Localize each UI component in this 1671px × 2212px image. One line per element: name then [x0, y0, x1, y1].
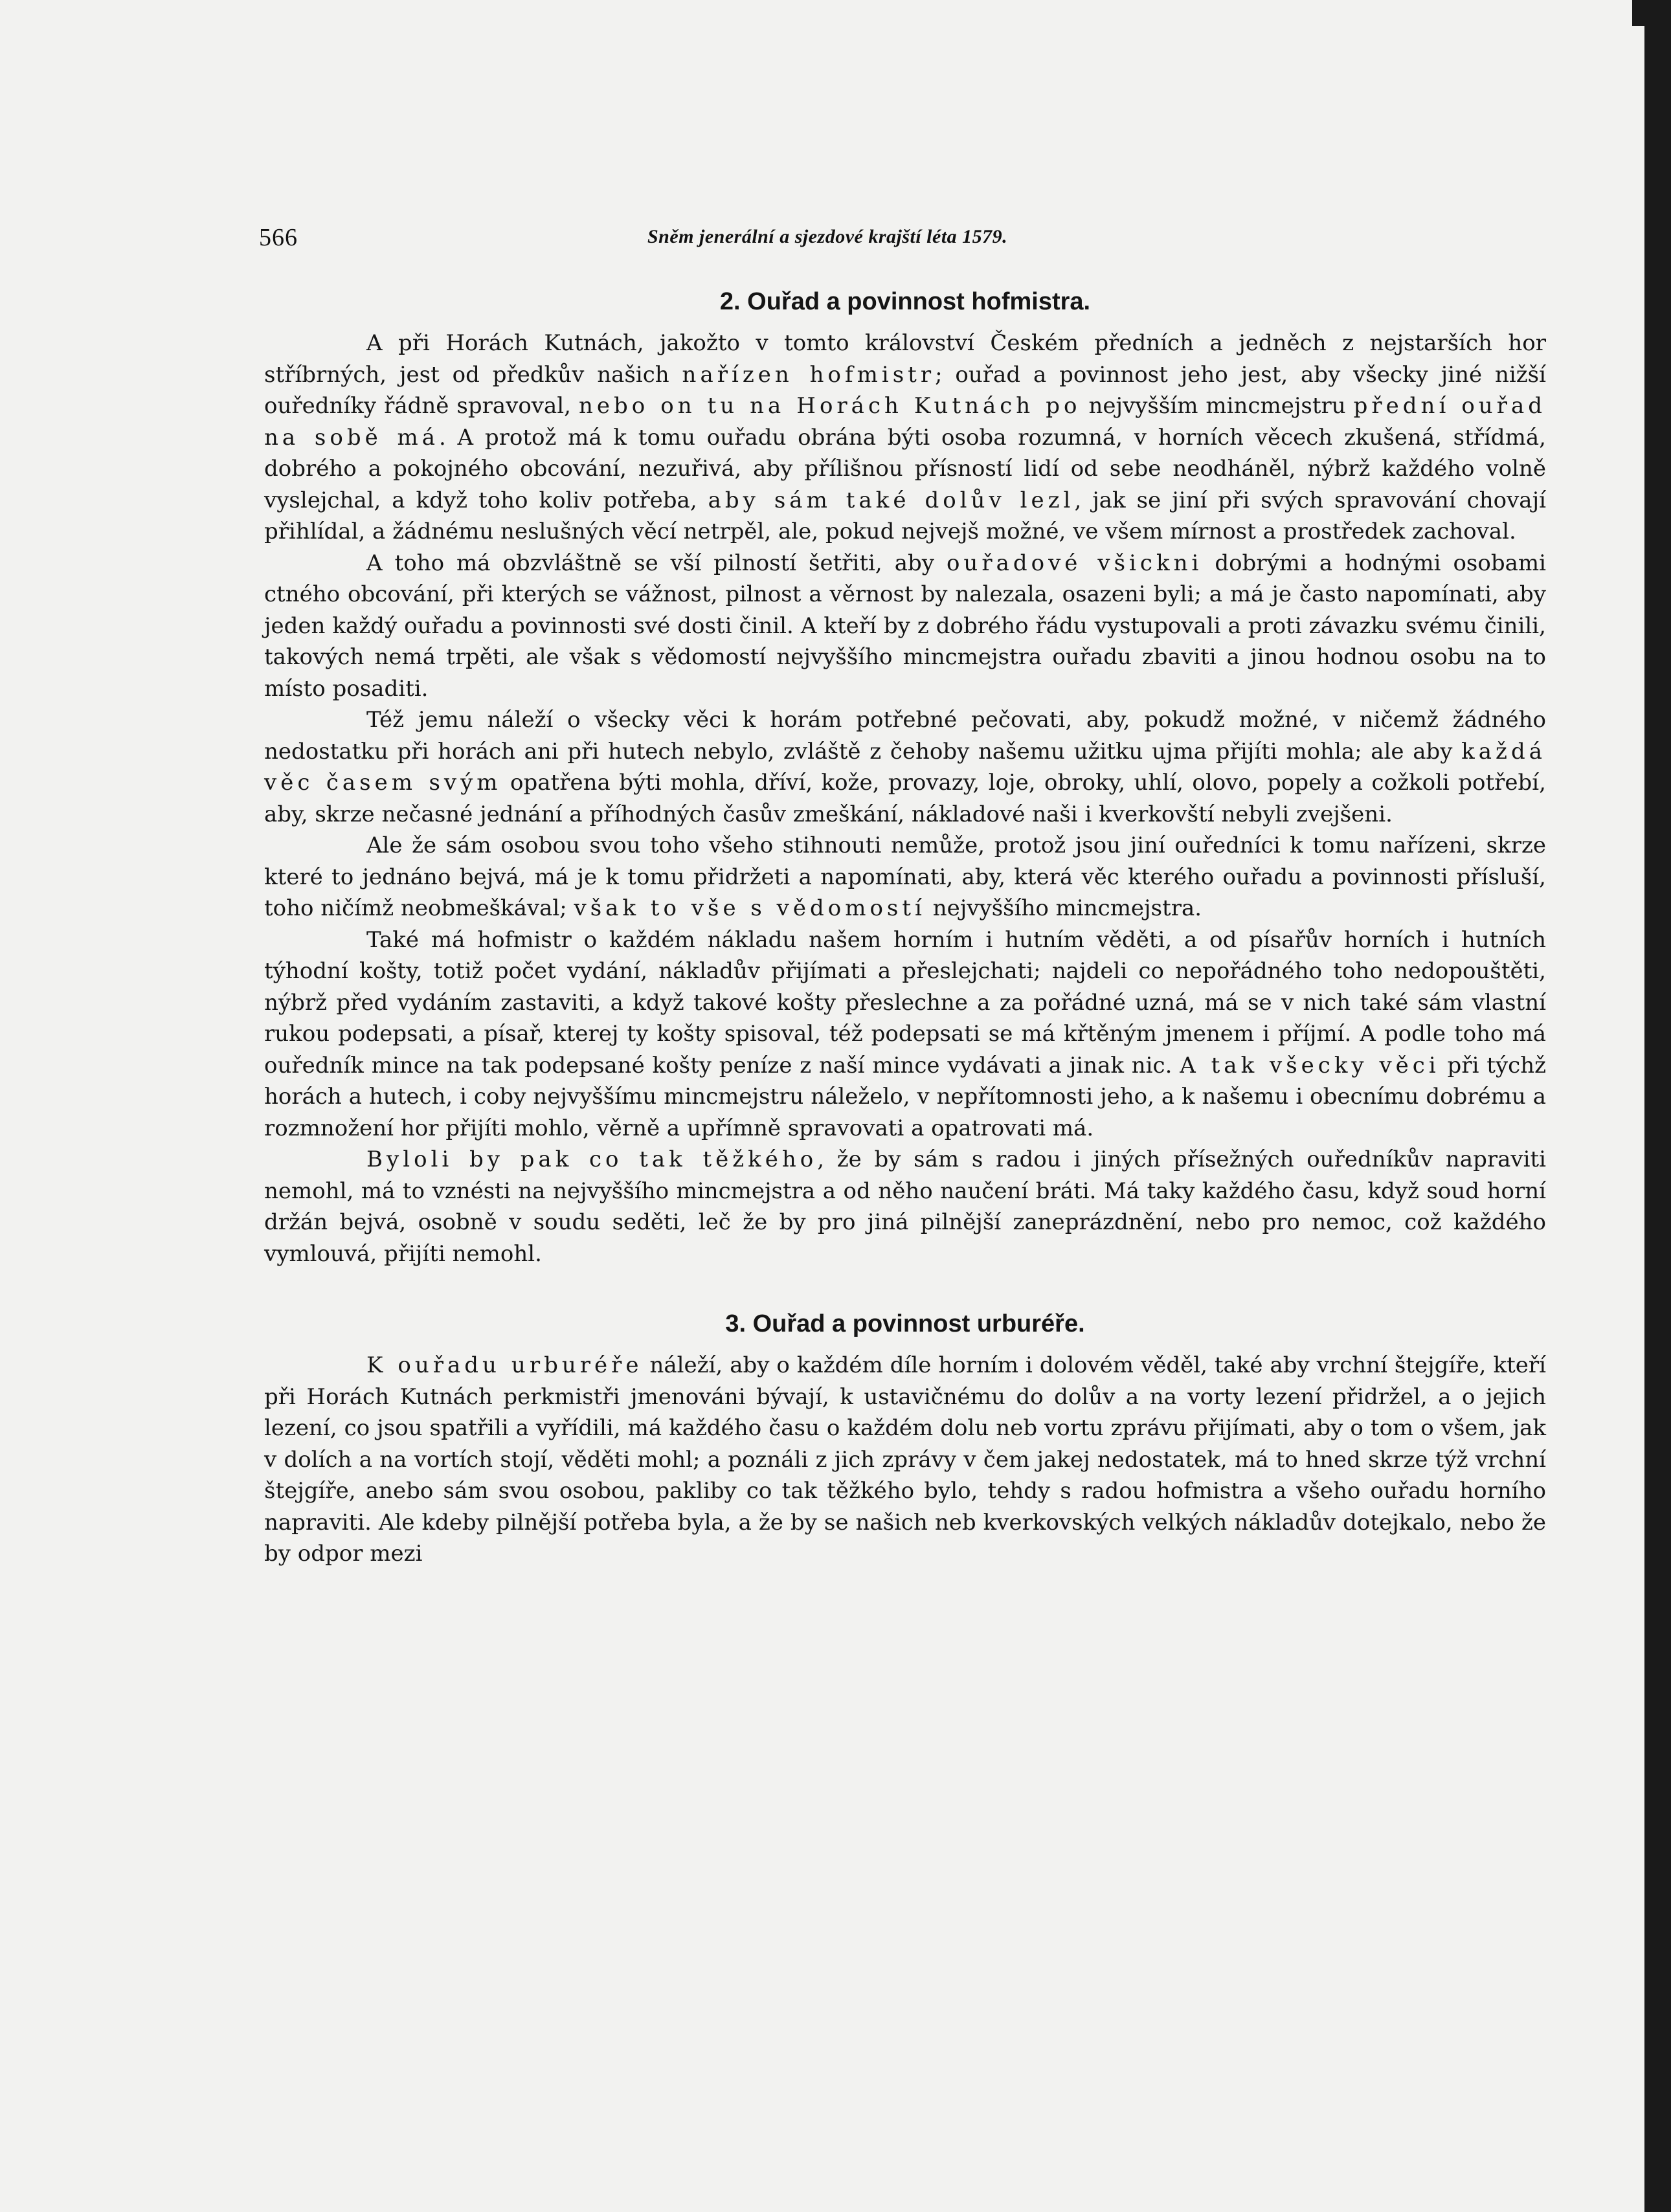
section-2-paragraph-1: A při Horách Kutnách, jakožto v tomto království Českém předních a jedněch z nejstarších hor stříbrných, jest od předkův našich nařízen hofmistr; ouřad a povinnost jeho jest, aby všecky jiné nižší ouředníky řádně spravoval, nebo on tu na Horách Kutnách po nejvyšším mincmejstru přední ouřad na sobě má. A protož má k tomu ouřadu obrána býti osoba rozumná, v horních věcech zkušená, střídmá, dobrého a pokojného obcování, nezuřivá, aby přílišnou přísností lidí od sebe neodháněl, nýbrž každého volně vyslejchal, a když toho koliv potřeba, aby sám také dolův lezl, jak se jiní při svých spravování chovají přihlídal, a žádnému neslušných věcí netrpěl, ale, pokud nejvejš možné, ve všem mírnost a prostředek zachoval. — [264, 330, 1546, 544]
page-body — [264, 285, 1546, 1570]
section-2-paragraph-4: Ale že sám osobou svou toho všeho stihnouti nemůže, protož jsou jiní ouředníci k tomu nařízeni, skrze které to jednáno bejvá, má je k tomu přidržeti a napomínati, aby, která věc kterého ouřadu a povinnosti přísluší, toho ničímž neobmeškával; však to vše s vědomostí nejvyššího mincmejstra. — [264, 832, 1546, 921]
page-number: 566 — [259, 224, 298, 251]
section-2-paragraph-2: A toho má obzvláštně se vší pilností šetřiti, aby ouřadové všickni dobrými a hodnými osobami ctného obcování, při kterých se vážnost, pilnost a věrnost by nalezala, osazeni byli; a má je často napomínati, aby jeden každý ouřadu a povinnosti své dosti činil. A kteří by z dobrého řádu vystupovali a proti závazku svému činili, takových nemá trpěti, ale však s vědomostí nejvyššího mincmejstra ouřadu zbaviti a jinou hodnou osobu na to místo posaditi. — [264, 550, 1547, 702]
page-edge-shadow — [1644, 0, 1671, 2212]
section-3-heading: 3. Ouřad a povinnost urburéře. — [725, 1310, 1085, 1337]
section-2-paragraph-3: Též jemu náleží o všecky věci k horám potřebné pečovati, aby, pokudž možné, v ničemž žádného nedostatku při horách ani při hutech nebylo, zvláště z čehoby našemu užitku ujma přijíti mohla; ale aby každá věc časem svým opatřena býti mohla, dříví, kože, provazy, loje, obroky, uhlí, olovo, popely a cožkoli potřebí, aby, skrze nečasné jednání a příhodných časův zmeškání, nákladové naši i kverkovští nebyli zvejšeni. — [264, 707, 1546, 827]
page-corner-shadow — [1632, 0, 1671, 26]
section-2-heading: 2. Ouřad a povinnost hofmistra. — [719, 288, 1091, 315]
page-header — [259, 223, 1541, 256]
section-2-paragraph-5: Také má hofmistr o každém nákladu našem horním i hutním věděti, a od písařův horních i hutních týhodní košty, totiž počet vydání, nákladův přijímati a přeslejchati; najdeli co nepořádného toho nedopouštěti, nýbrž před vydáním zastaviti, a když takové košty přeslechne a za pořádné uzná, má se v nich také sám vlastní rukou podepsati, a písař, kterej ty košty spisoval, též podepsati se má křtěným jmenem i příjmí. A podle toho má ouředník mince na tak podepsané košty peníze z naší mince vydávati a jinak nic. A tak všecky věci při týchž horách a hutech, i coby nejvyššímu mincmejstru náleželo, v nepřítomnosti jeho, a k našemu i obecnímu dobrému a rozmnožení hor přijíti mohlo, věrně a upřímně spravovati a opatrovati má. — [264, 926, 1546, 1141]
running-title: Sněm jenerální a sjezdové krajští léta 1579. — [647, 226, 1008, 247]
section-gap — [264, 1269, 1546, 1307]
section-2-paragraph-6: Byloli by pak co tak těžkého, že by sám s radou i jiných přísežných ouředníkův napraviti nemohl, má to vznésti na nejvyššího mincmejstra a od něho naučení bráti. Má taky každého času, když soud horní držán bejvá, osobně v soudu seděti, leč že by pro jiná pilnější zaneprázdnění, nebo pro nemoc, což každého vymlouvá, přijíti nemohl. — [264, 1146, 1546, 1267]
section-3-paragraph-1: K ouřadu urburéře náleží, aby o každém díle horním i dolovém věděl, také aby vrchní štejgíře, kteří při Horách Kutnách perkmistři jmenováni bývají, k ustavičnému do dolův a na vorty lezení přidržel, a o jejich lezení, co jsou spatřili a vyřídili, má každého času o každém dolu neb vortu zprávu přijímati, aby o tom o všem, jak v dolích a na vortích stojí, věděti mohl; a poználi z jich zprávy v čem jakej nedostatek, má to hned skrze týž vrchní štejgíře, anebo sám svou osobou, pakliby co tak těžkého bylo, tehdy s radou hofmistra a všeho ouřadu horního napraviti. Ale kdeby pilnější potřeba byla, a že by se našich neb kverkovských velkých nákladův dotejkalo, nebo že by odpor mezi — [264, 1352, 1546, 1567]
